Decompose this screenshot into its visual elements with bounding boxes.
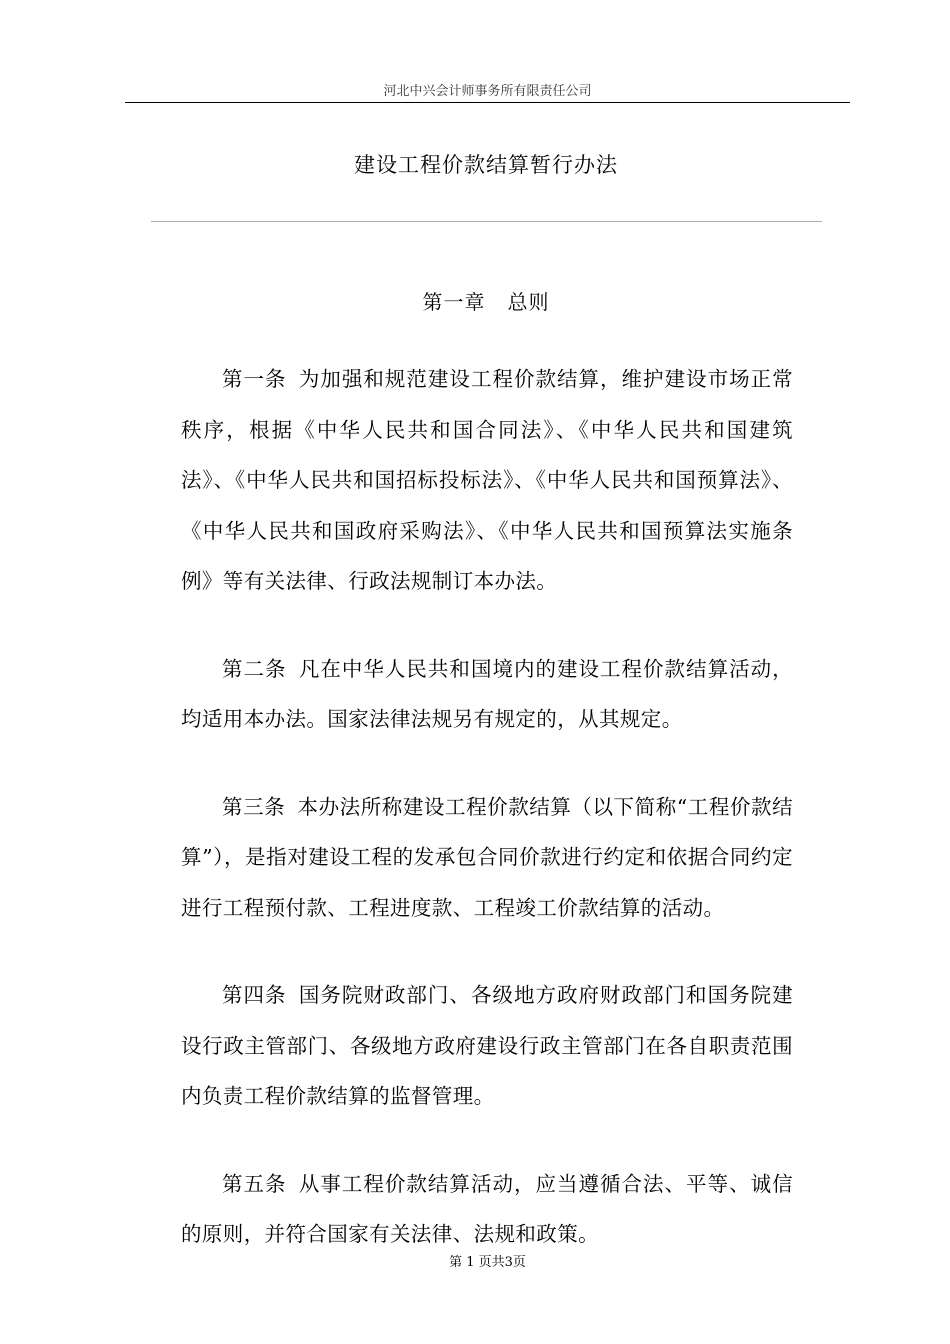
title-divider: [151, 221, 822, 222]
article-4: [181, 970, 793, 1122]
article-list: [181, 354, 793, 1297]
header-divider: [125, 102, 850, 103]
page-footer-indicator: 第 1 页共3页: [449, 1255, 526, 1270]
article-5: [181, 1159, 793, 1260]
document-title: 建设工程价款结算暂行办法: [354, 153, 618, 177]
article-number: 第二条: [222, 656, 287, 681]
article-number: 第三条: [222, 794, 286, 819]
article-number: 第五条: [222, 1171, 287, 1196]
article-text: 凡在中华人民共和国境内的建设工程价款结算活动，均适用本办法。国家法律法规另有规定的，从其规定。: [181, 656, 794, 731]
chapter-heading: [150, 287, 822, 317]
article-number: 第一条: [222, 367, 287, 391]
article-number: 第四条: [222, 983, 287, 1007]
chapter-number: 第一章: [422, 290, 486, 314]
chapter-name: 总则: [507, 290, 550, 314]
article-text: 从事工程价款结算活动，应当遵循合法、平等、诚信的原则，并符合国家有关法律、法规和政策。: [181, 1171, 794, 1246]
article-text: 本办法所称建设工程价款结算（以下简称“工程价款结算”），是指对建设工程的发承包合同价款进行约定和依据合同约定进行工程预付款、工程进度款、工程竣工价款结算的活动。: [181, 794, 793, 920]
article-text: 为加强和规范建设工程价款结算，维护建设市场正常秩序，根据《中华人民共和国合同法》、《中华人民共和国建筑法》、《中华人民共和国招标投标法》、《中华人民共和国预算法》、《中华人民共和国政府采购法》、《中华人民共和国预算法实施条例》等有关法律、行政法规制订本办法。: [181, 367, 794, 593]
article-3: [181, 782, 793, 934]
article-text: 国务院财政部门、各级地方政府财政部门和国务院建设行政主管部门、各级地方政府建设行政主管部门在各自职责范围内负责工程价款结算的监督管理。: [181, 983, 794, 1108]
article-1: [181, 354, 793, 607]
page-header-company: 河北中兴会计师事务所有限责任公司: [383, 84, 592, 99]
article-2: [181, 644, 793, 745]
